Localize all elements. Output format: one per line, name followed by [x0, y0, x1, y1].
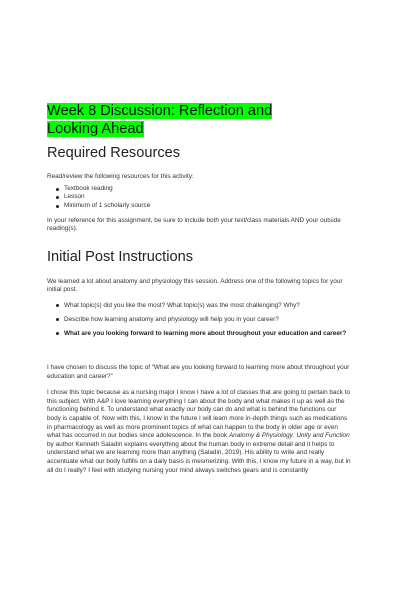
response-paragraph-1: I have chosen to discuss the topic of “What are you looking forward to learning more about throughout your education and career?”: [47, 364, 350, 380]
initial-post-intro: We learned a lot about anatomy and physiology this session. Address one of the following topics for your initial post.: [47, 277, 343, 294]
response-text-after: by author Kenneth Saladin explains everything about the human body in extreme detail and it helps to understand what we are learning more than anything (Saladin, 2019). His ability to write and really accentuate what our body fulfills on a daily basis is mesmerizing. With this, I know my future in a way, but in all do I really? I feel with studying nursing your mind always switches gears and is constantly: [47, 440, 351, 474]
book-title: Anatomy & Physiology: Unity and Function: [228, 432, 350, 440]
list-item: Textbook reading: [64, 185, 352, 194]
page-title: [47, 103, 352, 138]
response-paragraph-2: [47, 389, 352, 475]
title-line-2: Looking Ahead: [47, 120, 144, 137]
list-item: Describe how learning anatomy and physiology will help you in your career?: [64, 313, 352, 326]
title-line-1: Week 8 Discussion: Reflection and: [47, 103, 273, 119]
initial-post-heading: Initial Post Instructions: [47, 248, 194, 265]
topics-list: [47, 299, 352, 340]
list-item: What topic(s) did you like the most? What topic(s) was the most challenging? Why?: [64, 299, 352, 312]
list-item: Minimum of 1 scholarly source: [64, 202, 352, 211]
required-resources-heading: Required Resources: [47, 145, 181, 161]
list-item: What are you looking forward to learning more about throughout your education and career?: [64, 327, 352, 340]
resources-intro: Read/review the following resources for this activity:: [47, 173, 194, 180]
resources-list: [47, 185, 352, 211]
resources-note: In your reference for this assignment, be sure to include both your text/class materials AND your outside reading(s).: [47, 216, 341, 233]
document-page: [47, 103, 352, 475]
response-text-before: I chose this topic because as a nursing major I know I have a lot of classes that are going to pertain back to this subject. With A&P I love learning everything I can about the body and what makes it up as well as the functioning behind it. To understand what exactly our body can do and what is behind the functions our body is capable of. Now with this, I know in the future I will learn more in-depth things such as medications in pharmacology as well as more prominent topics of what can happen to the body in older age or even what has occurred in our bodies since adolescence. In the book: [47, 389, 351, 440]
list-item: Lesson: [64, 193, 352, 202]
